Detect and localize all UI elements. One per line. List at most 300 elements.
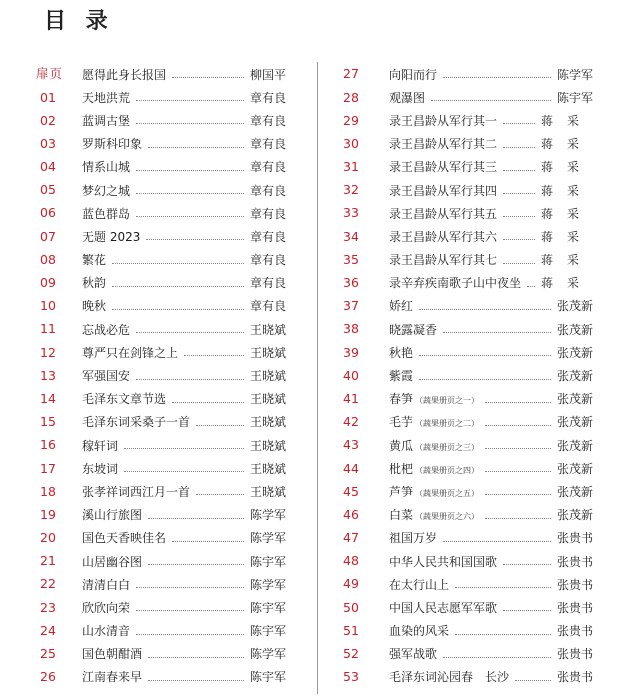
entry-title-text: 毛芋: [389, 415, 414, 430]
entry-title: [82, 625, 130, 637]
entry-title: [389, 671, 509, 683]
entry-author: 王晓斌: [249, 369, 286, 384]
entry-title-text: 紫霞: [389, 369, 414, 384]
entry-title: [82, 556, 142, 568]
entry-author: 王晓斌: [249, 392, 286, 407]
entry-title-text: 录王昌龄从军行其七: [389, 253, 498, 268]
dot-leader: [148, 147, 244, 148]
entry-number: 31: [343, 159, 359, 175]
entry-title: [389, 300, 413, 312]
entry-title-text: 录王昌龄从军行其三: [389, 160, 498, 175]
toc-entry[interactable]: [343, 411, 593, 434]
entry-title-text: 罗斯科印象: [82, 137, 143, 152]
entry-title: [389, 231, 497, 243]
toc-entry[interactable]: [343, 272, 593, 295]
entry-title-text: 录王昌龄从军行其四: [389, 183, 498, 198]
entry-number: 49: [343, 576, 359, 592]
entry-title-text: 天地洪荒: [82, 90, 131, 105]
entry-title: [82, 393, 166, 405]
dot-leader: [136, 610, 244, 611]
toc-entry[interactable]: [36, 109, 286, 132]
dot-leader: [124, 471, 244, 472]
dot-leader: [527, 286, 535, 287]
entry-author: 章有良: [249, 206, 286, 221]
entry-author: 张贵书: [556, 624, 593, 639]
entry-title: [82, 370, 130, 382]
dot-leader: [485, 471, 551, 472]
entry-title-text: 中国人民志愿军军歌: [389, 600, 498, 615]
dot-leader: [112, 263, 244, 264]
dot-leader: [431, 100, 551, 101]
entry-author: 张茂新: [556, 461, 593, 476]
entry-title: [389, 69, 437, 81]
entry-title-text: 军强国安: [82, 369, 131, 384]
entry-title: [389, 648, 437, 660]
entry-number: 30: [343, 135, 359, 151]
dot-leader: [419, 309, 551, 310]
toc-entry[interactable]: [36, 225, 286, 248]
dot-leader: [455, 587, 551, 588]
dot-leader: [503, 123, 535, 124]
dot-leader: [172, 541, 244, 542]
entry-author: 王晓斌: [249, 438, 286, 453]
entry-author: 张茂新: [556, 438, 593, 453]
toc-entry[interactable]: [343, 225, 593, 248]
entry-author: 陈学军: [249, 508, 286, 523]
entry-title-text: 白菜: [389, 508, 414, 523]
entry-title: [389, 208, 497, 220]
entry-title-text: 山居幽谷图: [82, 554, 143, 569]
entry-author: 章有良: [249, 113, 286, 128]
entry-number: 扉页: [36, 66, 64, 82]
entry-title: [389, 463, 479, 475]
entry-number: 24: [40, 622, 56, 638]
entry-number: 07: [40, 228, 56, 244]
entry-number: 29: [343, 112, 359, 128]
entry-author: 蒋采: [540, 229, 593, 244]
entry-number: 17: [40, 460, 56, 476]
entry-title: [82, 92, 130, 104]
entry-title: [82, 463, 118, 475]
toc-entry[interactable]: [343, 596, 593, 619]
entry-number: 40: [343, 367, 359, 383]
toc-entry[interactable]: [36, 643, 286, 666]
toc-entry[interactable]: [36, 411, 286, 434]
entry-title-text: 娇红: [389, 299, 414, 314]
dot-leader: [148, 564, 244, 565]
dot-leader: [503, 193, 535, 194]
dot-leader: [196, 425, 244, 426]
toc-entry[interactable]: [343, 643, 593, 666]
entry-author: 章有良: [249, 90, 286, 105]
entry-author: 张茂新: [556, 322, 593, 337]
dot-leader: [485, 448, 551, 449]
dot-leader: [515, 680, 551, 681]
entry-author: 章有良: [249, 137, 286, 152]
toc-entry[interactable]: [343, 620, 593, 643]
entry-title: [389, 254, 497, 266]
entry-author: 蒋采: [540, 206, 593, 221]
toc-entry[interactable]: [36, 457, 286, 480]
entry-number: 33: [343, 205, 359, 221]
entry-number: 34: [343, 228, 359, 244]
toc-entry[interactable]: [343, 63, 593, 86]
entry-number: 50: [343, 599, 359, 615]
toc-entry[interactable]: [36, 620, 286, 643]
entry-title: [389, 416, 479, 428]
entry-subtitle: （蔬果册页之四）: [415, 465, 480, 475]
entry-title-text: 晚秋: [82, 299, 107, 314]
dot-leader: [146, 239, 244, 240]
entry-number: 46: [343, 506, 359, 522]
entry-title-text: 东坡词: [82, 461, 119, 476]
entry-title-text: 尊严只在剑锋之上: [82, 345, 179, 360]
entry-number: 09: [40, 275, 56, 291]
entry-title-text: 录王昌龄从军行其五: [389, 206, 498, 221]
toc-entry[interactable]: [36, 666, 286, 689]
entry-author: 陈学军: [249, 531, 286, 546]
entry-title: [82, 509, 142, 521]
toc-entry[interactable]: [36, 364, 286, 387]
entry-number: 38: [343, 321, 359, 337]
toc-entry[interactable]: [343, 573, 593, 596]
entry-number: 16: [40, 437, 56, 453]
toc-entry[interactable]: [36, 202, 286, 225]
entry-title-text: 毛泽东词采桑子一首: [82, 415, 191, 430]
entry-author: 蒋采: [540, 253, 593, 268]
entry-number: 39: [343, 344, 359, 360]
entry-title-text: 芦笋: [389, 484, 414, 499]
toc-entry[interactable]: [36, 527, 286, 550]
entry-author: 章有良: [249, 183, 286, 198]
toc-entry[interactable]: [36, 504, 286, 527]
entry-number: 27: [343, 66, 359, 82]
toc-right-column: [343, 63, 593, 689]
entry-title: [82, 532, 166, 544]
entry-title: [389, 324, 437, 336]
entry-title-text: 录王昌龄从军行其一: [389, 113, 498, 128]
entry-number: 08: [40, 251, 56, 267]
toc-entry[interactable]: [36, 318, 286, 341]
dot-leader: [112, 309, 244, 310]
dot-leader: [485, 494, 551, 495]
dot-leader: [172, 77, 244, 78]
entry-number: 35: [343, 251, 359, 267]
entry-author: 陈宇军: [249, 624, 286, 639]
entry-number: 45: [343, 483, 359, 499]
entry-author: 陈宇军: [556, 90, 593, 105]
toc-entry[interactable]: [36, 272, 286, 295]
toc-entry[interactable]: [343, 434, 593, 457]
entry-number: 20: [40, 530, 56, 546]
entry-title: [389, 486, 479, 498]
entry-number: 19: [40, 506, 56, 522]
entry-title: [389, 625, 449, 637]
entry-title-text: 祖国万岁: [389, 531, 438, 546]
entry-title-text: 欣欣向荣: [82, 600, 131, 615]
entry-title-text: 愿得此身长报国: [82, 67, 167, 82]
toc-entry[interactable]: [343, 86, 593, 109]
dot-leader: [136, 587, 244, 588]
entry-title: [82, 671, 142, 683]
dot-leader: [485, 518, 551, 519]
entry-title-text: 秋艳: [389, 345, 414, 360]
dot-leader: [443, 657, 551, 658]
entry-title: [389, 393, 479, 405]
dot-leader: [503, 170, 535, 171]
toc-entry[interactable]: [343, 202, 593, 225]
entry-title: [389, 138, 497, 150]
toc-entry[interactable]: [36, 596, 286, 619]
entry-title-text: 繁花: [82, 253, 107, 268]
entry-number: 52: [343, 646, 359, 662]
entry-author: 蒋采: [540, 276, 593, 291]
dot-leader: [172, 402, 244, 403]
toc-entry[interactable]: [343, 527, 593, 550]
dot-leader: [112, 286, 244, 287]
entry-author: 陈学军: [556, 67, 593, 82]
entry-title-text: 在太行山上: [389, 577, 450, 592]
entry-author: 章有良: [249, 299, 286, 314]
entry-number: 04: [40, 159, 56, 175]
entry-author: 章有良: [249, 229, 286, 244]
entry-number: 13: [40, 367, 56, 383]
dot-leader: [136, 170, 244, 171]
entry-title-text: 蓝色群岛: [82, 206, 131, 221]
entry-title: [82, 69, 166, 81]
toc-entry[interactable]: [343, 249, 593, 272]
entry-author: 王晓斌: [249, 322, 286, 337]
entry-number: 14: [40, 390, 56, 406]
entry-title-text: 稼轩词: [82, 438, 119, 453]
entry-author: 张贵书: [556, 577, 593, 592]
dot-leader: [443, 541, 551, 542]
entry-title-text: 蓝调古堡: [82, 113, 131, 128]
entry-number: 48: [343, 553, 359, 569]
entry-author: 蒋采: [540, 137, 593, 152]
entry-number: 10: [40, 298, 56, 314]
entry-title: [389, 440, 479, 452]
entry-author: 张茂新: [556, 299, 593, 314]
toc-entry[interactable]: [343, 364, 593, 387]
entry-title-text: 无题 2023: [82, 229, 141, 244]
entry-title-text: 血染的风采: [389, 624, 450, 639]
entry-title: [389, 532, 437, 544]
toc-entry[interactable]: [343, 457, 593, 480]
entry-number: 23: [40, 599, 56, 615]
toc-entry[interactable]: [343, 295, 593, 318]
entry-number: 26: [40, 669, 56, 685]
entry-title-text: 国色天香映佳名: [82, 531, 167, 546]
entry-title: [389, 370, 413, 382]
toc-entry[interactable]: [36, 388, 286, 411]
toc-entry[interactable]: [36, 179, 286, 202]
entry-author: 张茂新: [556, 369, 593, 384]
toc-entry[interactable]: [36, 434, 286, 457]
dot-leader: [419, 379, 551, 380]
entry-author: 陈宇军: [249, 670, 286, 685]
dot-leader: [148, 680, 244, 681]
entry-author: 章有良: [249, 276, 286, 291]
toc-entry[interactable]: [36, 156, 286, 179]
entry-author: 王晓斌: [249, 415, 286, 430]
dot-leader: [136, 100, 244, 101]
dot-leader: [443, 77, 551, 78]
entry-number: 47: [343, 530, 359, 546]
entry-title-text: 强军战歌: [389, 647, 438, 662]
dot-leader: [136, 216, 244, 217]
entry-subtitle: （蔬果册页之六）: [415, 512, 480, 522]
dot-leader: [485, 402, 551, 403]
entry-author: 张茂新: [556, 484, 593, 499]
entry-title: [82, 231, 140, 243]
entry-author: 张茂新: [556, 345, 593, 360]
entry-title: [389, 347, 413, 359]
entry-title: [82, 602, 130, 614]
toc-entry[interactable]: [343, 179, 593, 202]
entry-title-text: 山水清音: [82, 624, 131, 639]
entry-title: [82, 208, 130, 220]
entry-title-text: 中华人民共和国国歌: [389, 554, 498, 569]
entry-number: 28: [343, 89, 359, 105]
entry-title-text: 情系山城: [82, 160, 131, 175]
toc-entry[interactable]: [343, 133, 593, 156]
entry-title-text: 黄瓜: [389, 438, 414, 453]
entry-author: 张贵书: [556, 531, 593, 546]
entry-title-text: 晓露凝香: [389, 322, 438, 337]
toc-entry[interactable]: [343, 550, 593, 573]
entry-title-text: 忘战必危: [82, 322, 131, 337]
entry-author: 章有良: [249, 253, 286, 268]
dot-leader: [503, 564, 551, 565]
entry-title: [389, 556, 497, 568]
dot-leader: [503, 216, 535, 217]
entry-title: [82, 440, 118, 452]
toc-entry[interactable]: [36, 249, 286, 272]
entry-number: 53: [343, 669, 359, 685]
entry-number: 11: [40, 321, 56, 337]
entry-title: [389, 185, 497, 197]
toc-entry[interactable]: [36, 341, 286, 364]
entry-title-text: 清清白白: [82, 577, 131, 592]
entry-author: 章有良: [249, 160, 286, 175]
entry-title-text: 江南春来早: [82, 670, 143, 685]
entry-title-text: 录辛弃疾南歌子山中夜坐: [389, 276, 522, 291]
toc-entry[interactable]: [343, 666, 593, 689]
entry-number: 42: [343, 414, 359, 430]
entry-number: 22: [40, 576, 56, 592]
toc-entry[interactable]: [36, 550, 286, 573]
entry-author: 蒋采: [540, 183, 593, 198]
entry-number: 06: [40, 205, 56, 221]
dot-leader: [196, 494, 244, 495]
toc-entry[interactable]: [36, 295, 286, 318]
entry-title: [82, 416, 190, 428]
dot-leader: [136, 332, 244, 333]
entry-author: 王晓斌: [249, 484, 286, 499]
toc-entry[interactable]: [343, 388, 593, 411]
entry-subtitle: （蔬果册页之三）: [415, 442, 480, 452]
entry-title: [389, 509, 479, 521]
toc-entry[interactable]: [36, 573, 286, 596]
entry-author: 蒋采: [540, 160, 593, 175]
entry-number: 03: [40, 135, 56, 151]
entry-author: 张贵书: [556, 647, 593, 662]
entry-number: 12: [40, 344, 56, 360]
entry-title: [389, 602, 497, 614]
entry-title: [82, 648, 142, 660]
entry-title-text: 春笋: [389, 392, 414, 407]
toc-entry[interactable]: [343, 156, 593, 179]
toc-entry[interactable]: [36, 63, 286, 86]
entry-title-text: 溪山行旅图: [82, 508, 143, 523]
toc-entry[interactable]: [36, 86, 286, 109]
entry-number: 02: [40, 112, 56, 128]
entry-subtitle: （蔬果册页之一）: [415, 396, 480, 406]
entry-title: [389, 161, 497, 173]
entry-number: 51: [343, 622, 359, 638]
entry-author: 陈学军: [249, 647, 286, 662]
dot-leader: [485, 425, 551, 426]
entry-title: [389, 115, 497, 127]
entry-title-text: 梦幻之城: [82, 183, 131, 198]
toc-entry[interactable]: [343, 109, 593, 132]
entry-title: [389, 277, 521, 289]
entry-author: 张贵书: [556, 670, 593, 685]
dot-leader: [503, 610, 551, 611]
entry-number: 05: [40, 182, 56, 198]
entry-title: [82, 161, 130, 173]
entry-title: [389, 579, 449, 591]
toc-entry[interactable]: [343, 341, 593, 364]
entry-number: 43: [343, 437, 359, 453]
dot-leader: [136, 634, 244, 635]
entry-number: 32: [343, 182, 359, 198]
dot-leader: [443, 332, 551, 333]
entry-number: 41: [343, 390, 359, 406]
entry-title-text: 录王昌龄从军行其二: [389, 137, 498, 152]
entry-number: 44: [343, 460, 359, 476]
entry-title-text: 向阳而行: [389, 67, 438, 82]
entry-number: 01: [40, 89, 56, 105]
entry-author: 陈学军: [249, 577, 286, 592]
entry-title-text: 张孝祥词西江月一首: [82, 484, 191, 499]
toc-entry[interactable]: [343, 480, 593, 503]
dot-leader: [148, 518, 244, 519]
toc-entry[interactable]: [343, 318, 593, 341]
entry-title: [82, 347, 178, 359]
entry-author: 张茂新: [556, 392, 593, 407]
entry-title-text: 秋韵: [82, 276, 107, 291]
entry-title: [82, 579, 130, 591]
entry-title-text: 录王昌龄从军行其六: [389, 229, 498, 244]
toc-entry[interactable]: [36, 480, 286, 503]
entry-author: 柳国平: [249, 67, 286, 82]
entry-title: [389, 92, 425, 104]
entry-title-text: 毛泽东词沁园春 长沙: [389, 670, 510, 685]
entry-subtitle: （蔬果册页之五）: [415, 488, 480, 498]
toc-entry[interactable]: [36, 133, 286, 156]
dot-leader: [419, 355, 551, 356]
entry-author: 王晓斌: [249, 345, 286, 360]
entry-title: [82, 277, 106, 289]
toc-entry[interactable]: [343, 504, 593, 527]
dot-leader: [148, 657, 244, 658]
dot-leader: [136, 123, 244, 124]
dot-leader: [136, 379, 244, 380]
entry-number: 18: [40, 483, 56, 499]
entry-title: [82, 138, 142, 150]
